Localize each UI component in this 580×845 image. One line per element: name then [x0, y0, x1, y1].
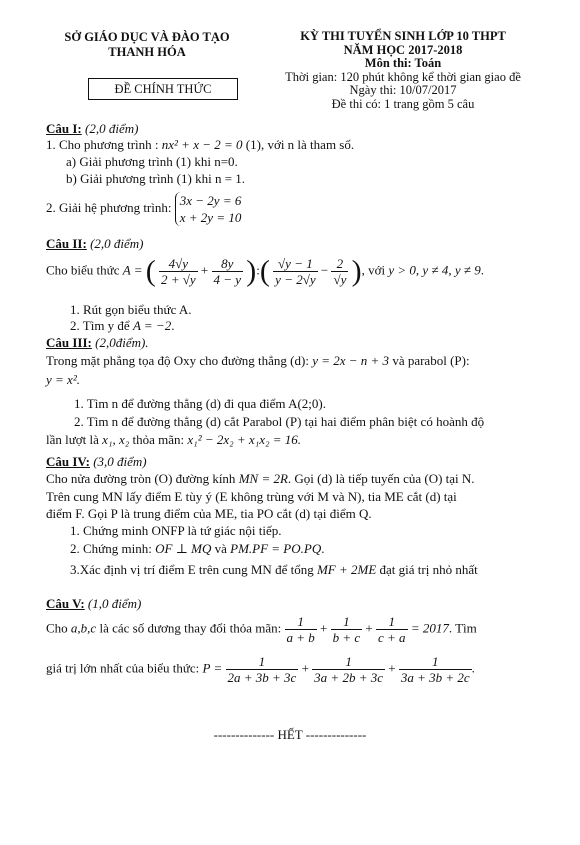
q5-vars: a,b,c: [70, 620, 97, 636]
q1-item1b: b) Giải phương trình (1) khi n = 1.: [66, 171, 246, 186]
p-fraction-1: $\frac{1}{2a + 3b + 3c}$: [227, 654, 297, 685]
p-fraction-2: $\frac{1}{3a + 2b + 3c}$: [314, 654, 383, 685]
q4-item3: [70, 562, 478, 578]
q4-item2-text: 2. Chứng minh:: [70, 541, 152, 556]
q4-line1: [46, 471, 475, 487]
end-marker: -------------- HẾT --------------: [213, 727, 367, 742]
q2-item1: 1. Rút gọn biểu thức A.: [70, 302, 192, 317]
header-exam-info: [268, 30, 538, 111]
q1-item1a: a) Giải phương trình (1) khi n=0.: [66, 154, 238, 169]
parabol-equation: y = x².: [46, 372, 80, 387]
fraction-4: $\frac{2}{√y}$: [333, 256, 347, 287]
q2-item2-text: 2. Tìm y để: [70, 318, 130, 333]
q2-condition: y > 0, y ≠ 4, y ≠ 9: [388, 262, 481, 278]
department-name: SỞ GIÁO DỤC VÀ ĐÀO TẠO: [64, 30, 230, 44]
q4-product-eq: PM.PF = PO.PQ: [230, 541, 322, 556]
q3-vars: x₁, x₂: [102, 432, 130, 447]
fraction-3: $\frac{√y - 1}{y - 2√y}$: [275, 256, 316, 287]
q1-item1-post: (1), với n là tham số.: [245, 137, 355, 152]
q4-item2-mid: và: [214, 541, 227, 556]
cond-fraction-1: $\frac{1}{a + b}$: [286, 614, 315, 645]
header-department: [52, 30, 242, 60]
q4-perp-eq: OF ⊥ MQ: [155, 541, 212, 556]
q1-item2-text: 2. Giải hệ phương trình:: [46, 199, 172, 215]
q4-heading: [46, 454, 147, 470]
q4-title: Câu IV:: [46, 454, 90, 469]
q3-item2b: [46, 432, 301, 448]
fraction-2: $\frac{8y}{4 - y}$: [213, 256, 242, 287]
page-count: Đề thi có: 1 trang gồm 5 câu: [331, 96, 475, 111]
exam-title: KỲ THI TUYỂN SINH LỚP 10 THPT: [300, 29, 506, 43]
q3-line1-text: Trong mặt phẳng tọa độ Oxy cho đường thẳng (d):: [46, 353, 309, 368]
q3-item2: 2. Tìm n để đường thẳng (d) cắt Parabol (P) tại hai điểm phân biệt có hoành độ: [74, 414, 485, 429]
q2-item2-eq: A = −2: [132, 318, 172, 333]
q1-item1: [46, 137, 354, 153]
q2-expr-text: Cho biểu thức: [46, 262, 120, 278]
q2-expr-lhs: A =: [122, 262, 143, 278]
q4-item1: 1. Chứng minh ONFP là tứ giác nội tiếp.: [70, 523, 282, 538]
q4-line1-post: . Gọi (d) là tiếp tuyến của (O) tại N.: [287, 471, 475, 486]
q5-line1: Cho a,b,c là các số dương thay đổi thỏa mãn: $\frac{1}{a + b}$ + $\frac{1}{b + c}$ + $\frac{1}{c + a}$ = 2017. Tìm: [46, 614, 477, 645]
q4-item2: 2. Chứng minh: OF ⊥ MQ và PM.PF = PO.PQ.: [70, 541, 325, 556]
exam-time: Thời gian: 120 phút không kể thời gian giao đề: [285, 69, 521, 84]
q4-diameter-eq: MN = 2R: [238, 471, 288, 486]
p-fraction-3: $\frac{1}{3a + 3b + 2c}$: [400, 654, 470, 685]
q1-points: (2,0 điểm): [85, 121, 139, 136]
q4-points: (3,0 điểm): [93, 454, 147, 469]
line-equation: y = 2x − n + 3: [312, 353, 390, 368]
q4-sum-eq: MF + 2ME: [316, 562, 377, 577]
q5-points: (1,0 điểm): [87, 596, 142, 611]
q3-heading: [46, 335, 149, 351]
q2-heading: [46, 236, 144, 252]
q5-line1-post: . Tìm: [448, 620, 477, 636]
school-year: NĂM HỌC 2017-2018: [343, 42, 463, 57]
q5-line2: giá trị lớn nhất của biểu thức: P = $\frac{1}{2a + 3b + 3c}$ + $\frac{1}{3a + 2b + 3c}$ + $\frac{1}{3a + 3b + 2c}$ .: [46, 654, 475, 685]
q4-line1-text: Cho nửa đường tròn (O) đường kính: [46, 471, 236, 486]
q4-item3-post: đạt giá trị nhỏ nhất: [379, 562, 478, 577]
equation-system: [175, 192, 242, 226]
cond-fraction-2: $\frac{1}{b + c}$: [332, 614, 361, 645]
exam-date: Ngày thi: 10/07/2017: [349, 83, 457, 97]
q5-line2-text: giá trị lớn nhất của biểu thức:: [46, 660, 200, 676]
q3-item2b-mid: thỏa mãn:: [132, 432, 185, 447]
q2-item2: 2. Tìm y để A = −2.: [70, 318, 175, 333]
q2-points: (2,0 điểm): [90, 236, 144, 251]
q3-condition-eq: x₁² − 2x₂ + x₁x₂ = 16.: [187, 432, 302, 447]
system-line-2: x + 2y = 10: [179, 210, 242, 225]
q3-line1: [46, 353, 470, 369]
q1-item1-text: 1. Cho phương trình :: [46, 137, 159, 152]
q1-heading: [46, 121, 138, 137]
official-badge: ĐỀ CHÍNH THỨC: [88, 78, 238, 100]
q3-item2b-text: lần lượt là: [46, 432, 99, 447]
q5-line1-mid: là các số dương thay đổi thỏa mãn:: [99, 620, 282, 636]
subject: Môn thi: Toán: [364, 56, 442, 70]
province-name: THANH HÓA: [108, 45, 186, 59]
q2-cond-text: , với: [361, 262, 386, 278]
cond-fraction-3: $\frac{1}{c + a}$: [378, 614, 406, 645]
q5-line1-text: Cho: [46, 620, 68, 636]
q5-title: Câu V:: [46, 596, 85, 611]
fraction-1: $\frac{4√y}{2 + √y}$: [160, 256, 196, 287]
q3-points: (2,0điểm).: [95, 335, 149, 350]
q3-item1: 1. Tìm n để đường thẳng (d) đi qua điểm A(2;0).: [74, 396, 326, 411]
q3-title: Câu III:: [46, 335, 92, 350]
q3-line1-post: và parabol (P):: [392, 353, 470, 368]
q2-expression: Cho biểu thức A = ( $\frac{4√y}{2 + √y}$ + $\frac{8y}{4 - y}$ ):( $\frac{√y - 1}{y - 2√y}$ − $\frac{2}{√y}$ ), với y > 0, y ≠ 4, y ≠ 9.: [46, 254, 484, 288]
q4-line2: Trên cung MN lấy điểm E tùy ý (E không trùng với M và N), tia ME cắt (d) tại: [46, 489, 457, 504]
q4-item3-text: 3.Xác định vị trí điểm E trên cung MN để tổng: [70, 562, 314, 577]
q1-title: Câu I:: [46, 121, 82, 136]
q5-heading: [46, 596, 141, 612]
q4-line3: điểm F. Gọi P là trung điểm của ME, tia PO cắt (d) tại điểm Q.: [46, 506, 372, 521]
q2-title: Câu II:: [46, 236, 87, 251]
q5-cond-rhs: = 2017: [410, 620, 449, 636]
q1-equation: nx² + x − 2 = 0: [161, 137, 243, 152]
q1-item2: [46, 192, 241, 226]
q5-p-lhs: P =: [202, 660, 223, 676]
system-line-1: 3x − 2y = 6: [179, 193, 242, 208]
